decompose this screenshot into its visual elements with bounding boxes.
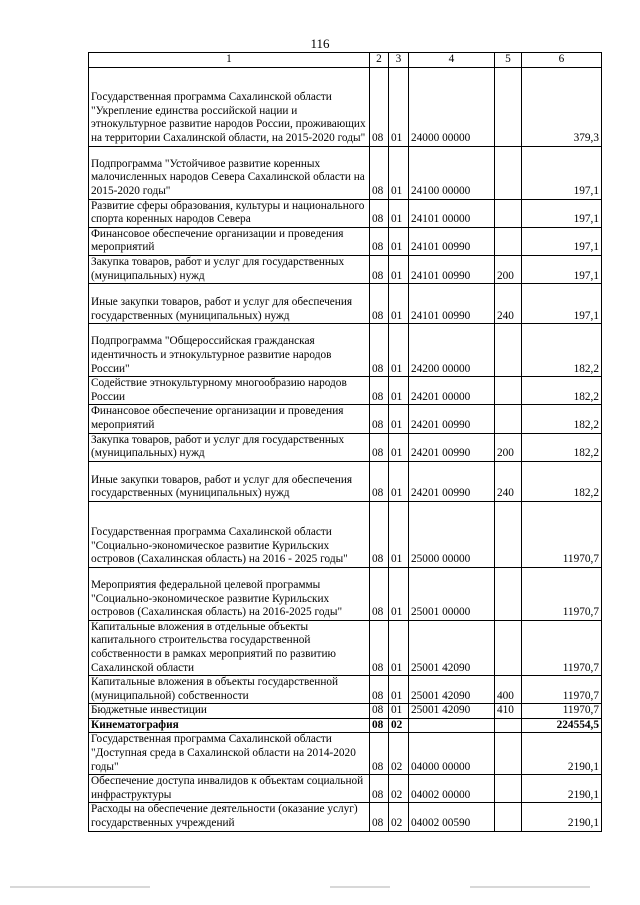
row-code-subsection: 01 xyxy=(389,377,409,405)
row-amount: 2190,1 xyxy=(522,803,602,831)
row-code-expense-type xyxy=(495,67,522,146)
row-name: Расходы на обеспечение деятельности (оказание услуг) государственных учреждений xyxy=(89,803,370,831)
row-amount: 11970,7 xyxy=(522,704,602,719)
row-amount: 197,1 xyxy=(522,146,602,199)
row-code-expense-type: 240 xyxy=(495,461,522,501)
table-row xyxy=(89,433,602,461)
row-code-expense-type: 410 xyxy=(495,704,522,719)
row-amount: 197,1 xyxy=(522,284,602,324)
row-code-section: 08 xyxy=(370,324,389,377)
table-row xyxy=(89,718,602,733)
row-name: Мероприятия федеральной целевой программы "Социально-экономическое развитие Курильских островов (Сахалинская область) на 2016-2025 годы" xyxy=(89,567,370,620)
row-name: Содействие этнокультурному многообразию народов России xyxy=(89,377,370,405)
row-code-target: 25001 42090 xyxy=(409,620,495,675)
row-code-subsection: 01 xyxy=(389,405,409,433)
row-amount: 11970,7 xyxy=(522,501,602,567)
row-code-subsection: 01 xyxy=(389,324,409,377)
row-name: Иные закупки товаров, работ и услуг для обеспечения государственных (муниципальных) нужд xyxy=(89,284,370,324)
row-code-target: 25001 42090 xyxy=(409,704,495,719)
row-code-expense-type: 400 xyxy=(495,676,522,704)
row-code-subsection: 01 xyxy=(389,255,409,283)
row-code-section: 08 xyxy=(370,67,389,146)
table-row xyxy=(89,803,602,831)
row-code-target: 04000 00000 xyxy=(409,733,495,775)
row-amount: 11970,7 xyxy=(522,676,602,704)
row-code-expense-type: 200 xyxy=(495,433,522,461)
row-code-section: 08 xyxy=(370,146,389,199)
row-code-expense-type xyxy=(495,227,522,255)
row-code-section: 08 xyxy=(370,255,389,283)
row-name: Капитальные вложения в объекты государственной (муниципальной) собственности xyxy=(89,676,370,704)
row-name: Иные закупки товаров, работ и услуг для обеспечения государственных (муниципальных) нужд xyxy=(89,461,370,501)
row-code-expense-type xyxy=(495,324,522,377)
row-code-expense-type xyxy=(495,377,522,405)
row-code-subsection: 02 xyxy=(389,775,409,803)
row-code-subsection: 01 xyxy=(389,461,409,501)
row-code-subsection: 01 xyxy=(389,704,409,719)
column-header: 4 xyxy=(409,53,495,68)
row-code-target: 24101 00990 xyxy=(409,227,495,255)
row-code-subsection: 01 xyxy=(389,199,409,227)
page-number: 116 xyxy=(310,36,330,51)
row-code-section: 08 xyxy=(370,433,389,461)
table-row xyxy=(89,146,602,199)
row-amount: 379,3 xyxy=(522,67,602,146)
row-code-subsection: 01 xyxy=(389,227,409,255)
row-code-subsection: 02 xyxy=(389,803,409,831)
table-row xyxy=(89,620,602,675)
row-name: Финансовое обеспечение организации и проведения мероприятий xyxy=(89,227,370,255)
row-amount: 2190,1 xyxy=(522,733,602,775)
row-name: Бюджетные инвестиции xyxy=(89,704,370,719)
table-row xyxy=(89,461,602,501)
table-header-row xyxy=(89,53,602,68)
row-name: Государственная программа Сахалинской области "Укрепление единства российской нации и этнокультурное развитие народов России, проживающих на территории Сахалинской области, на 2015-2020 годы" xyxy=(89,67,370,146)
row-amount: 182,2 xyxy=(522,433,602,461)
table-row xyxy=(89,324,602,377)
table-row xyxy=(89,704,602,719)
column-header: 5 xyxy=(495,53,522,68)
scan-artifact xyxy=(330,886,390,888)
row-code-section: 08 xyxy=(370,405,389,433)
row-amount: 11970,7 xyxy=(522,567,602,620)
column-header: 6 xyxy=(522,53,602,68)
row-code-target: 04002 00590 xyxy=(409,803,495,831)
row-code-expense-type xyxy=(495,199,522,227)
row-name: Подпрограмма "Общероссийская гражданская идентичность и этнокультурное развитие народов России" xyxy=(89,324,370,377)
row-code-target: 24201 00990 xyxy=(409,461,495,501)
budget-table xyxy=(88,52,602,832)
table-row xyxy=(89,405,602,433)
row-amount: 11970,7 xyxy=(522,620,602,675)
table-row xyxy=(89,199,602,227)
row-code-target: 25001 42090 xyxy=(409,676,495,704)
row-code-section: 08 xyxy=(370,461,389,501)
table-row xyxy=(89,733,602,775)
row-code-subsection: 01 xyxy=(389,67,409,146)
row-amount: 2190,1 xyxy=(522,775,602,803)
table-row xyxy=(89,501,602,567)
column-header: 1 xyxy=(89,53,370,68)
row-code-target: 24000 00000 xyxy=(409,67,495,146)
row-name: Закупка товаров, работ и услуг для государственных (муниципальных) нужд xyxy=(89,433,370,461)
table-row xyxy=(89,676,602,704)
row-code-expense-type xyxy=(495,620,522,675)
row-code-section: 08 xyxy=(370,199,389,227)
row-code-target: 24101 00990 xyxy=(409,255,495,283)
row-name: Развитие сферы образования, культуры и национального спорта коренных народов Севера xyxy=(89,199,370,227)
row-code-expense-type xyxy=(495,803,522,831)
row-code-expense-type: 200 xyxy=(495,255,522,283)
row-code-subsection: 01 xyxy=(389,146,409,199)
row-code-section: 08 xyxy=(370,803,389,831)
scan-artifact xyxy=(10,886,150,888)
row-name: Капитальные вложения в отдельные объекты капитального строительства государственной собственности в рамках мероприятий по развитию Сахалинской области xyxy=(89,620,370,675)
row-code-section: 08 xyxy=(370,377,389,405)
row-code-section: 08 xyxy=(370,676,389,704)
row-code-expense-type xyxy=(495,501,522,567)
row-amount: 197,1 xyxy=(522,255,602,283)
row-code-expense-type xyxy=(495,567,522,620)
row-code-subsection: 02 xyxy=(389,718,409,733)
row-code-section: 08 xyxy=(370,501,389,567)
table-row xyxy=(89,567,602,620)
table-row xyxy=(89,775,602,803)
row-code-expense-type xyxy=(495,775,522,803)
row-code-target: 24201 00000 xyxy=(409,377,495,405)
row-amount: 182,2 xyxy=(522,377,602,405)
table-body xyxy=(89,67,602,831)
row-code-subsection: 01 xyxy=(389,676,409,704)
row-name: Обеспечение доступа инвалидов к объектам социальной инфраструктуры xyxy=(89,775,370,803)
row-code-subsection: 01 xyxy=(389,284,409,324)
row-code-target: 24101 00990 xyxy=(409,284,495,324)
row-code-subsection: 01 xyxy=(389,433,409,461)
row-name: Финансовое обеспечение организации и проведения мероприятий xyxy=(89,405,370,433)
row-name: Подпрограмма "Устойчивое развитие коренных малочисленных народов Севера Сахалинской области на 2015-2020 годы" xyxy=(89,146,370,199)
row-code-expense-type xyxy=(495,405,522,433)
row-code-target: 24200 00000 xyxy=(409,324,495,377)
scan-artifact xyxy=(470,886,590,888)
table-row xyxy=(89,284,602,324)
row-amount: 182,2 xyxy=(522,405,602,433)
row-code-target xyxy=(409,718,495,733)
row-code-target: 25000 00000 xyxy=(409,501,495,567)
table-row xyxy=(89,227,602,255)
row-code-target: 25001 00000 xyxy=(409,567,495,620)
row-amount: 197,1 xyxy=(522,227,602,255)
column-header: 2 xyxy=(370,53,389,68)
row-code-section: 08 xyxy=(370,227,389,255)
row-code-section: 08 xyxy=(370,620,389,675)
row-name: Закупка товаров, работ и услуг для государственных (муниципальных) нужд xyxy=(89,255,370,283)
table-row xyxy=(89,255,602,283)
row-code-section: 08 xyxy=(370,704,389,719)
row-name: Кинематография xyxy=(89,718,370,733)
row-amount: 182,2 xyxy=(522,461,602,501)
row-amount: 182,2 xyxy=(522,324,602,377)
row-code-section: 08 xyxy=(370,733,389,775)
row-code-target: 24201 00990 xyxy=(409,433,495,461)
column-header: 3 xyxy=(389,53,409,68)
row-code-section: 08 xyxy=(370,718,389,733)
table-row xyxy=(89,377,602,405)
row-code-expense-type xyxy=(495,718,522,733)
row-code-target: 24100 00000 xyxy=(409,146,495,199)
row-amount: 197,1 xyxy=(522,199,602,227)
row-code-expense-type: 240 xyxy=(495,284,522,324)
row-code-section: 08 xyxy=(370,284,389,324)
table-row xyxy=(89,67,602,146)
row-code-section: 08 xyxy=(370,567,389,620)
row-code-subsection: 01 xyxy=(389,501,409,567)
row-code-expense-type xyxy=(495,146,522,199)
row-code-subsection: 02 xyxy=(389,733,409,775)
row-name: Государственная программа Сахалинской области "Доступная среда в Сахалинской области на 2014-2020 годы" xyxy=(89,733,370,775)
row-code-target: 04002 00000 xyxy=(409,775,495,803)
row-code-expense-type xyxy=(495,733,522,775)
row-code-target: 24201 00990 xyxy=(409,405,495,433)
row-name: Государственная программа Сахалинской области "Социально-экономическое развитие Курильских островов (Сахалинская область) на 2016 - 2025 годы" xyxy=(89,501,370,567)
row-code-target: 24101 00000 xyxy=(409,199,495,227)
row-code-section: 08 xyxy=(370,775,389,803)
row-amount: 224554,5 xyxy=(522,718,602,733)
row-code-subsection: 01 xyxy=(389,620,409,675)
row-code-subsection: 01 xyxy=(389,567,409,620)
